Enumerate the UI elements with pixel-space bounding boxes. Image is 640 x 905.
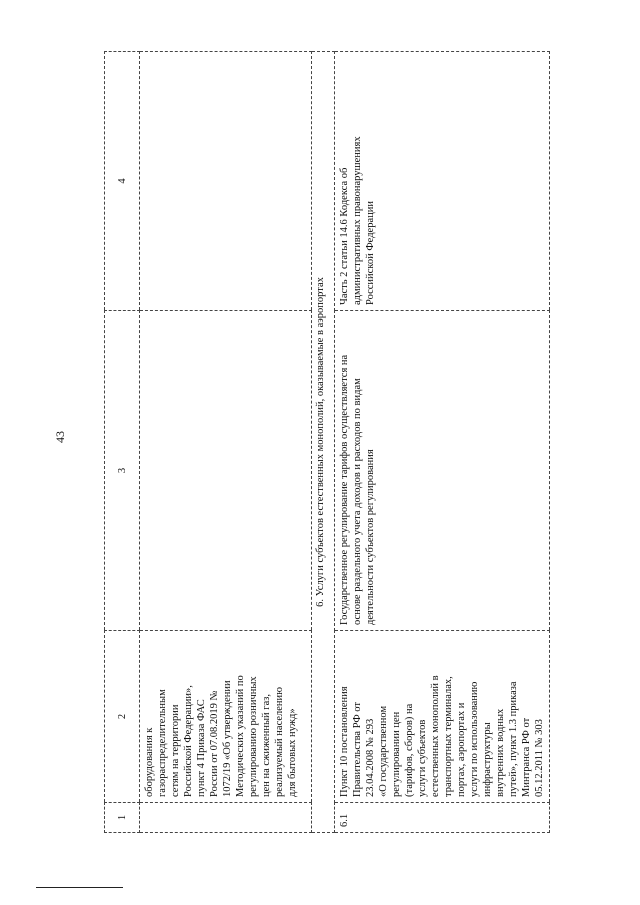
- liability-cell: Часть 2 статьи 14.6 Кодекса об административных правонарушениях Российской Федерации: [335, 52, 550, 311]
- header-cell-2: 2: [105, 631, 140, 803]
- table-row: [335, 52, 550, 833]
- row-number-cell: [140, 803, 312, 833]
- row-number-cell: 6.1: [335, 803, 550, 833]
- requirement-cell: Государственное регулирование тарифов осуществляется на основе раздельного учета доходов и расходов по видам деятельности субъектов регулирования: [335, 311, 550, 631]
- legal-basis-cell: Пункт 10 постановления Правительства РФ от 23.04.2008 № 293 «О государственном регулировании цен (тарифов, сборов) на услуги субъектов естественных монополий в транспортных терминалах, портах, аэропортах и услуги по использованию инфраструктуры внутренних водных путей», пункт 1.3 приказа Минтранса РФ от 05.12.2011 № 303: [335, 631, 550, 803]
- header-cell-1: 1: [105, 803, 140, 833]
- liability-cell: [140, 52, 312, 311]
- table-row: [140, 52, 312, 833]
- section-row: [312, 52, 335, 833]
- header-cell-3: 3: [105, 311, 140, 631]
- page-number: 43: [53, 431, 67, 443]
- footnote-separator: [36, 887, 123, 888]
- rotated-table-container: [104, 52, 603, 833]
- requirement-cell: [140, 311, 312, 631]
- section-title: 6. Услуги субъектов естественных монополий, оказываемые в аэропортах: [312, 52, 335, 833]
- requirements-table: [104, 51, 550, 833]
- legal-basis-cell: оборудования к газораспределительным сетям на территории Российской Федерации», пункт 4 Приказа ФАС России от 07.08.2019 № 1072/19 «Об утверждении Методических указаний по регулированию розничных цен на сжиженный газ, реализуемый населению для бытовых нужд»: [140, 631, 312, 803]
- header-cell-4: 4: [105, 52, 140, 311]
- header-row: [105, 52, 140, 833]
